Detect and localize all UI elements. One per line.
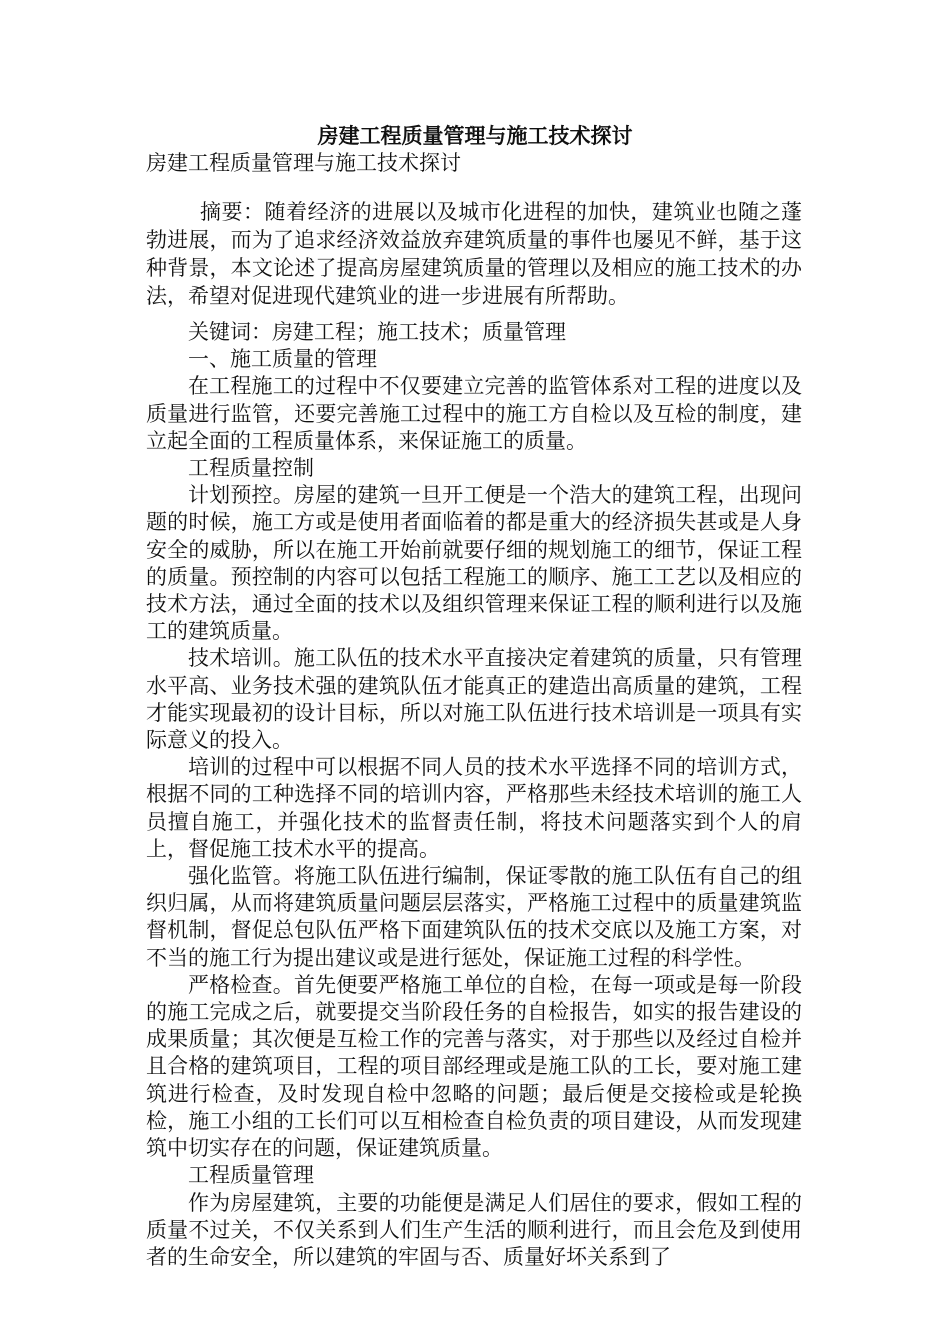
abstract-section bbox=[146, 198, 802, 310]
paragraph-plan-control: 计划预控。房屋的建筑一旦开工便是一个浩大的建筑工程，出现问题的时候，施工方或是使用者面临着的都是重大的经济损失甚或是人身安全的威胁，所以在施工开始前就要仔细的规划施工的细节，保证工程的质量。预控制的内容可以包括工程施工的顺序、施工工艺以及相应的技术方法，通过全面的技术以及组织管理来保证工程的顺利进行以及施工的建筑质量。 bbox=[146, 483, 802, 644]
subheading-quality-management: 工程质量管理 bbox=[188, 1163, 314, 1188]
document-subtitle: 房建工程质量管理与施工技术探讨 bbox=[146, 151, 461, 175]
paragraph-intro: 在工程施工的过程中不仅要建立完善的监管体系对工程的进度以及质量进行监管，还要完善施工过程中的施工方自检以及互检的制度，建立起全面的工程质量体系，来保证施工的质量。 bbox=[146, 374, 802, 453]
abstract-paragraph: 摘要：随着经济的进展以及城市化进程的加快，建筑业也随之蓬勃进展，而为了追求经济效益放弃建筑质量的事件也屡见不鲜，基于这种背景，本文论述了提高房屋建筑质量的管理以及相应的施工技术的办法，希望对促进现代建筑业的进一步进展有所帮助。 bbox=[146, 200, 802, 308]
paragraph-supervision: 强化监管。将施工队伍进行编制，保证零散的施工队伍有自己的组织归属，从而将建筑质量问题层层落实，严格施工过程中的质量建筑监督机制，督促总包队伍严格下面建筑队伍的技术交底以及施工方案，对不当的施工行为提出建议或是进行惩处，保证施工过程的科学性。 bbox=[146, 864, 802, 970]
keywords-line: 关键词：房建工程；施工技术；质量管理 bbox=[188, 320, 566, 344]
main-body bbox=[146, 319, 802, 1271]
subheading-quality-control: 工程质量控制 bbox=[188, 456, 314, 481]
paragraph-training-process: 培训的过程中可以根据不同人员的技术水平选择不同的培训方式，根据不同的工种选择不同的培训内容，严格那些未经技术培训的施工人员擅自施工，并强化技术的监督责任制，将技术问题落实到个人的肩上，督促施工技术水平的提高。 bbox=[146, 755, 802, 861]
paragraph-technical-training: 技术培训。施工队伍的技术水平直接决定着建筑的质量，只有管理水平高、业务技术强的建筑队伍才能真正的建造出高质量的建筑，工程才能实现最初的设计目标，所以对施工队伍进行技术培训是一项具有实际意义的投入。 bbox=[146, 646, 802, 753]
paragraph-management: 作为房屋建筑，主要的功能便是满足人们居住的要求，假如工程的质量不过关，不仅关系到人们生产生活的顺利进行，而且会危及到使用者的生命安全，所以建筑的牢固与否、质量好坏关系到了 bbox=[146, 1190, 802, 1269]
section-heading-1: 一、施工质量的管理 bbox=[188, 347, 377, 372]
document-title: 房建工程质量管理与施工技术探讨 bbox=[317, 123, 633, 148]
paragraph-inspection: 严格检查。首先便要严格施工单位的自检，在每一项或是每一阶段的施工完成之后，就要提交当阶段任务的自检报告，如实的报告建设的成果质量；其次便是互检工作的完善与落实，对于那些以及经过自检并且合格的建筑项目，工程的项目部经理或是施工队的工长，要对施工建筑进行检查，及时发现自检中忽略的问题；最后便是交接检或是轮换检，施工小组的工长们可以互相检查自检负责的项目建设，从而发现建筑中切实存在的问题，保证建筑质量。 bbox=[146, 972, 802, 1161]
